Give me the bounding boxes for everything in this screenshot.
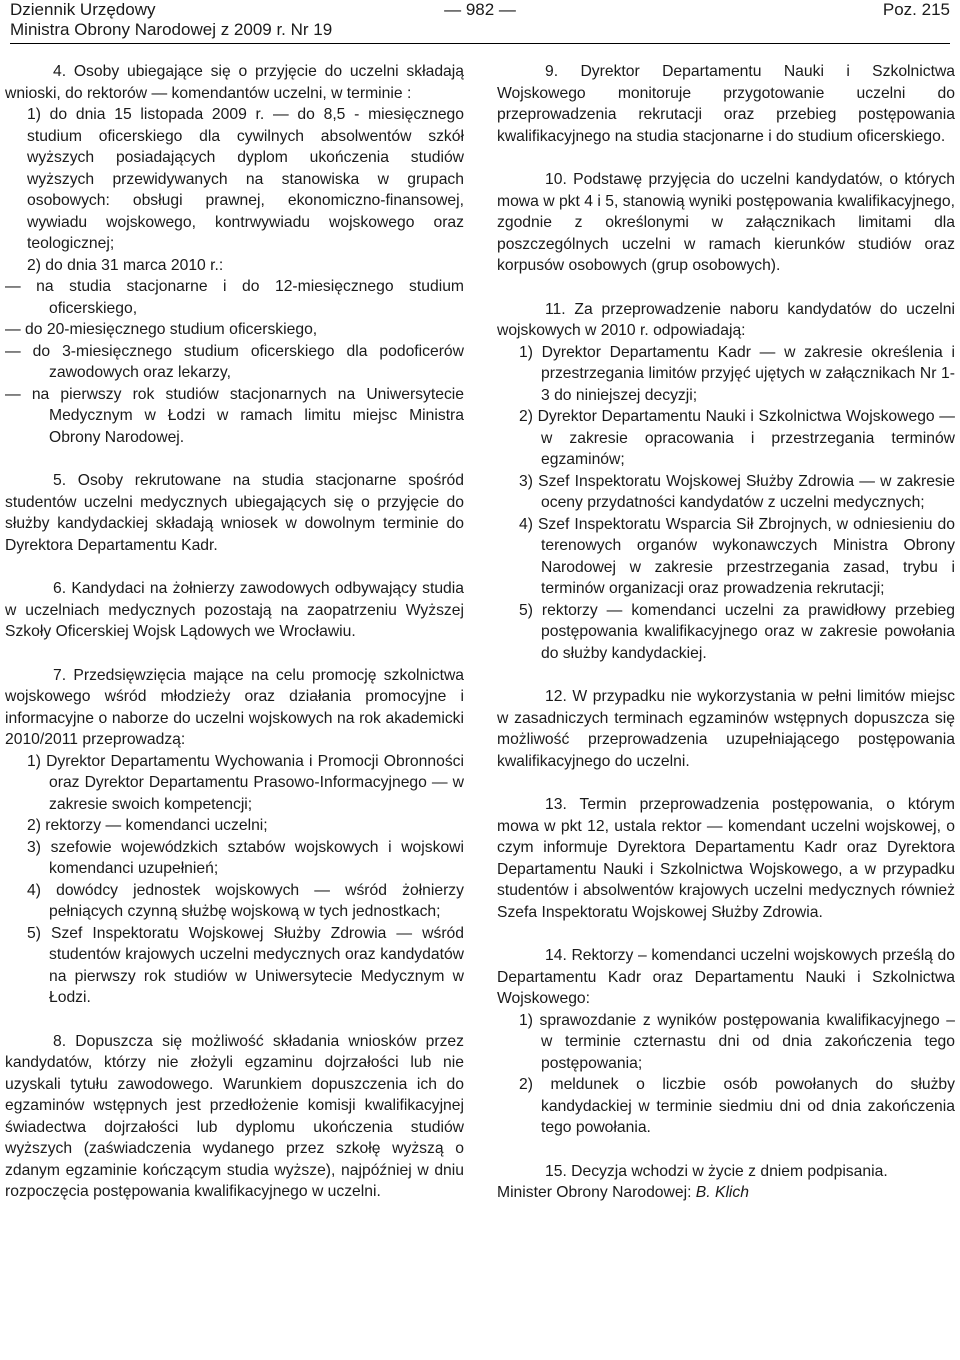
paragraph-11-item-2: 2) Dyrektor Departamentu Nauki i Szkolnictwa Wojskowego — w zakresie opracowania i przestrzegania terminów egzaminów; — [519, 408, 955, 468]
paragraph-14: 14. Rektorzy – komendanci uczelni wojskowych prześlą do Departamentu Kadr oraz Departamentu Nauki i Szkolnictwa Wojskowego: — [497, 947, 955, 1007]
paragraph-13: 13. Termin przeprowadzenia postępowania, o którym mowa w pkt 12, ustala rektor — komendant uczelni wojskowej, o czym informuje Dyrektora Departamentu Kadr oraz Dyrektora Departamentu Nauki i Szkolnictwa Wojskowego, a w przypadku studentów i absolwentów krajowych uczelni medycznych również Szefa Inspektoratu Wojskowej Służby Zdrowia. — [497, 796, 955, 921]
position-number: Poz. 215 — [882, 0, 950, 19]
paragraph-4-item-1: 1) do dnia 15 listopada 2009 r. — do 8,5 - miesięcznego studium oficerskiego dla cywilnych absolwentów szkół wyższych posiadających dyplom ukończenia studiów wyższych przewidywanych na stanowiska w grupach osobowych: obsługi prawnej, ekonomiczno-finansowej, wywiadu wojskowego, kontrwywiadu wojskowego oraz teologicznej; — [27, 106, 464, 252]
journal-issuer: Ministra Obrony Narodowej z 2009 r. Nr 19 — [10, 20, 333, 39]
paragraph-4-dash-1: — na studia stacjonarne i do 12-miesięcznego studium oficerskiego, — [5, 278, 464, 317]
paragraph-7-item-5: 5) Szef Inspektoratu Wojskowej Służby Zdrowia — wśród studentów krajowych uczelni medycznych oraz kandydatów na pierwszy rok studiów w Uniwersytecie Medycznym w Łodzi. — [27, 924, 464, 1006]
paragraph-11-item-4: 4) Szef Inspektoratu Wsparcia Sił Zbrojnych, w odniesieniu do terenowych organów wykonawczych Ministra Obrony Narodowej w zakresie przestrzegania zasad, trybu i terminów organizacji oraz prowadzenia rekrutacji; — [519, 515, 955, 597]
page-number: — 982 — — [444, 0, 516, 19]
paragraph-11: 11. Za przeprowadzenie naboru kandydatów do uczelni wojskowych w 2010 r. odpowiadają: — [497, 300, 955, 339]
paragraph-4: 4. Osoby ubiegające się o przyjęcie do uczelni składają wnioski, do rektorów — komendantów uczelni, w terminie : — [5, 63, 464, 102]
paragraph-7-item-1: 1) Dyrektor Departamentu Wychowania i Promocji Obronności oraz Dyrektor Departamentu Prasowo-Informacyjnego — w zakresie swoich kompetencji; — [27, 752, 464, 813]
paragraph-7-item-3: 3) szefowie wojewódzkich sztabów wojskowych i wojskowi komendanci uzupełnień; — [27, 838, 464, 877]
paragraph-9: 9. Dyrektor Departamentu Nauki i Szkolnictwa Wojskowego monitoruje przygotowanie uczelni do przeprowadzenia rekrutacji oraz przebieg postępowania kwalifikacyjnego na studia stacjonarne i do studium oficerskiego. — [497, 63, 955, 145]
page-header-left — [10, 0, 332, 40]
paragraph-15: 15. Decyzja wchodzi w życie z dniem podpisania. — [545, 1162, 888, 1180]
paragraph-4-dash-3: — do 3-miesięcznego studium oficerskiego dla podoficerów zawodowych oraz lekarzy, — [5, 342, 464, 381]
paragraph-4-dash-4: — na pierwszy rok studiów stacjonarnych na Uniwersytecie Medycznym w Łodzi w ramach limitu miejsc Ministra Obrony Narodowej. — [5, 385, 464, 446]
signature-name: B. Klich — [695, 1184, 749, 1201]
paragraph-14-item-2: 2) meldunek o liczbie osób powołanych do służby kandydackiej w terminie siedmiu dni od dnia zakończenia tego powołania. — [519, 1076, 955, 1136]
paragraph-6: 6. Kandydaci na żołnierzy zawodowych odbywający studia w uczelniach medycznych pozostają na zaopatrzeniu Wyższej Szkoły Oficerskiej Wojsk Lądowych we Wrocławiu. — [5, 580, 464, 640]
paragraph-7-item-4: 4) dowódcy jednostek wojskowych — wśród żołnierzy pełniących czynną służbę wojskową w tych jednostkach; — [27, 881, 464, 920]
paragraph-8: 8. Dopuszcza się możliwość składania wniosków przez kandydatów, którzy nie złożyli egzaminu dojrzałości lub nie uzyskali tytułu zawodowego. Warunkiem dopuszczenia ich do egzaminów wstępnych jest przedłożenie komisji kwalifikacyjnej świadectwa dojrzałości lub dyplomu ukończenia studiów wyższych (zaświadczenia wydanego przez szkołę wyższą o zdanym egzaminie kończącym studia wyższe), najpóźniej w dniu rozpoczęcia postępowania kwalifikacyjnego w uczelni. — [5, 1032, 464, 1200]
paragraph-11-item-3: 3) Szef Inspektoratu Wojskowej Służby Zdrowia — w zakresie oceny przydatności kandydatów z uczelni medycznych; — [519, 472, 955, 511]
paragraph-7: 7. Przedsięwzięcia mające na celu promocję szkolnictwa wojskowego wśród młodzieży oraz działania promocyjne i informacyjne o naborze do uczelni wojskowych na rok akademicki 2010/2011 przeprowadzą: — [5, 666, 464, 748]
paragraph-12: 12. W przypadku nie wykorzystania w pełni limitów miejsc w zasadniczych terminach egzaminów wstępnych dopuszcza się możliwość przeprowadzenia uzupełniającego postępowania kwalifikacyjnego do uczelni. — [497, 688, 955, 770]
right-column — [497, 61, 955, 1204]
paragraph-10: 10. Podstawę przyjęcia do uczelni kandydatów, o których mowa w pkt 4 i 5, stanowią wyniki postępowania kwalifikacyjnego, zgodnie z określonymi w załącznikach limitami dla poszczególnych uczelni w ramach kierunków studiów oraz korpusów osobowych (grup osobowych). — [497, 171, 955, 274]
paragraph-11-item-5: 5) rektorzy — komendanci uczelni za prawidłowy przebieg postępowania kwalifikacyjnego oraz w zakresie powołania do służby kandydackiej. — [519, 601, 955, 662]
paragraph-7-item-2: 2) rektorzy — komendanci uczelni; — [27, 817, 268, 834]
signature-label: Minister Obrony Narodowej: — [497, 1184, 696, 1201]
journal-title: Dziennik Urzędowy — [10, 0, 156, 19]
paragraph-14-item-1: 1) sprawozdanie z wyników postępowania kwalifikacyjnego – w terminie czternastu dni od dnia zakończenia tego postępowania; — [519, 1011, 955, 1072]
header-divider — [10, 43, 950, 44]
signature — [497, 1182, 955, 1204]
left-column — [5, 61, 464, 1203]
paragraph-11-item-1: 1) Dyrektor Departamentu Kadr — w zakresie określenia i przestrzegania limitów przyjęć ujętych w załącznikach Nr 1-3 do niniejszej decyzji; — [519, 343, 955, 404]
paragraph-4-dash-2: — do 20-miesięcznego studium oficerskiego, — [5, 321, 318, 338]
paragraph-4-item-2: 2) do dnia 31 marca 2010 r.: — [27, 256, 224, 274]
paragraph-5: 5. Osoby rekrutowane na studia stacjonarne spośród studentów uczelni medycznych ubiegających się o przyjęcie do służby kandydackiej składają wniosek w dowolnym terminie do Dyrektora Departamentu Kadr. — [5, 472, 464, 554]
